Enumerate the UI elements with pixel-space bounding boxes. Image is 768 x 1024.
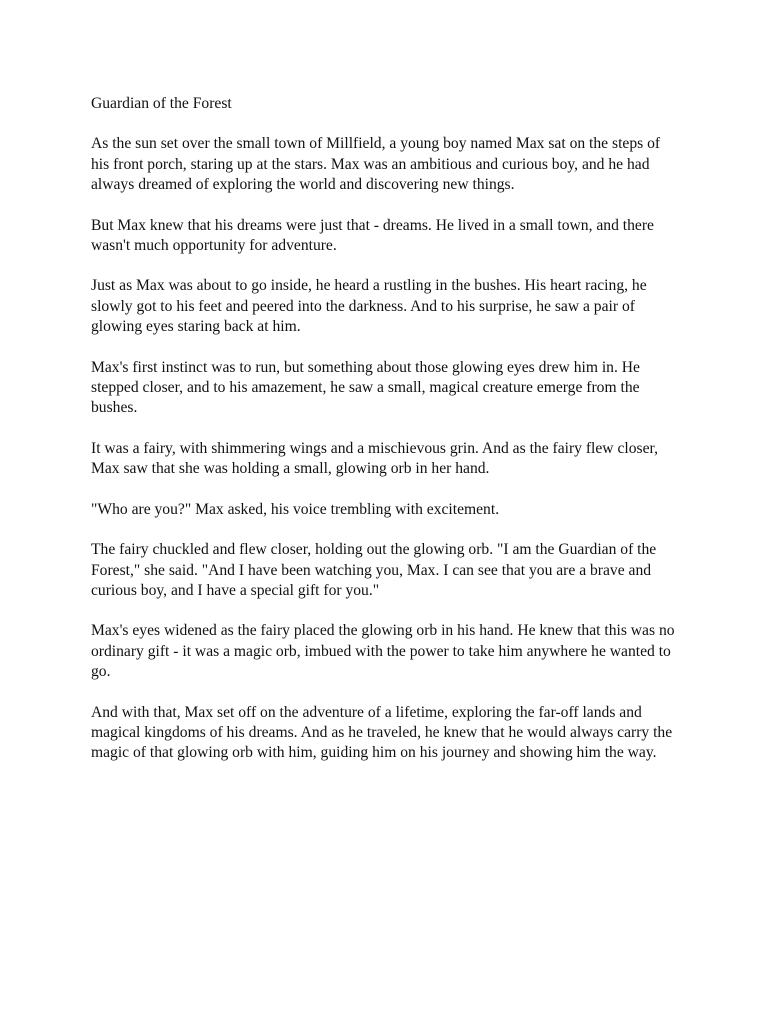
paragraph: And with that, Max set off on the adventure of a lifetime, exploring the far-off lands and magical kingdoms of his dreams. And as he traveled, he knew that he would always carry the magic of that glowing orb with him, guiding him on his journey and showing him the way. [91,703,673,762]
paragraph: Max's eyes widened as the fairy placed the glowing orb in his hand. He knew that this was no ordinary gift - it was a magic orb, imbued with the power to take him anywhere he wanted to go. [91,622,675,681]
paragraph: The fairy chuckled and flew closer, holding out the glowing orb. "I am the Guardian of the Forest," she said. "And I have been watching you, Max. I can see that you are a brave and curious boy, and I have a special gift for you." [91,541,657,599]
paragraph: As the sun set over the small town of Millfield, a young boy named Max sat on the steps of his front porch, staring up at the stars. Max was an ambitious and curious boy, and he had always dreamed of exploring the world and discovering new things. [91,135,661,194]
paragraph: It was a fairy, with shimmering wings and a mischievous grin. And as the fairy flew closer, Max saw that she was holding a small, glowing orb in her hand. [91,439,658,478]
document-title: Guardian of the Forest [91,95,232,112]
document-body [91,94,681,784]
paragraph: Just as Max was about to go inside, he heard a rustling in the bushes. His heart racing, he slowly got to his feet and peered into the darkness. And to his surprise, he saw a pair of glowing eyes staring back at him. [91,277,647,336]
paragraph: "Who are you?" Max asked, his voice trembling with excitement. [91,500,500,518]
paragraph: Max's first instinct was to run, but something about those glowing eyes drew him in. He stepped closer, and to his amazement, he saw a small, magical creature emerge from the bushes. [91,358,640,417]
paragraph: But Max knew that his dreams were just that - dreams. He lived in a small town, and there wasn't much opportunity for adventure. [91,216,654,255]
